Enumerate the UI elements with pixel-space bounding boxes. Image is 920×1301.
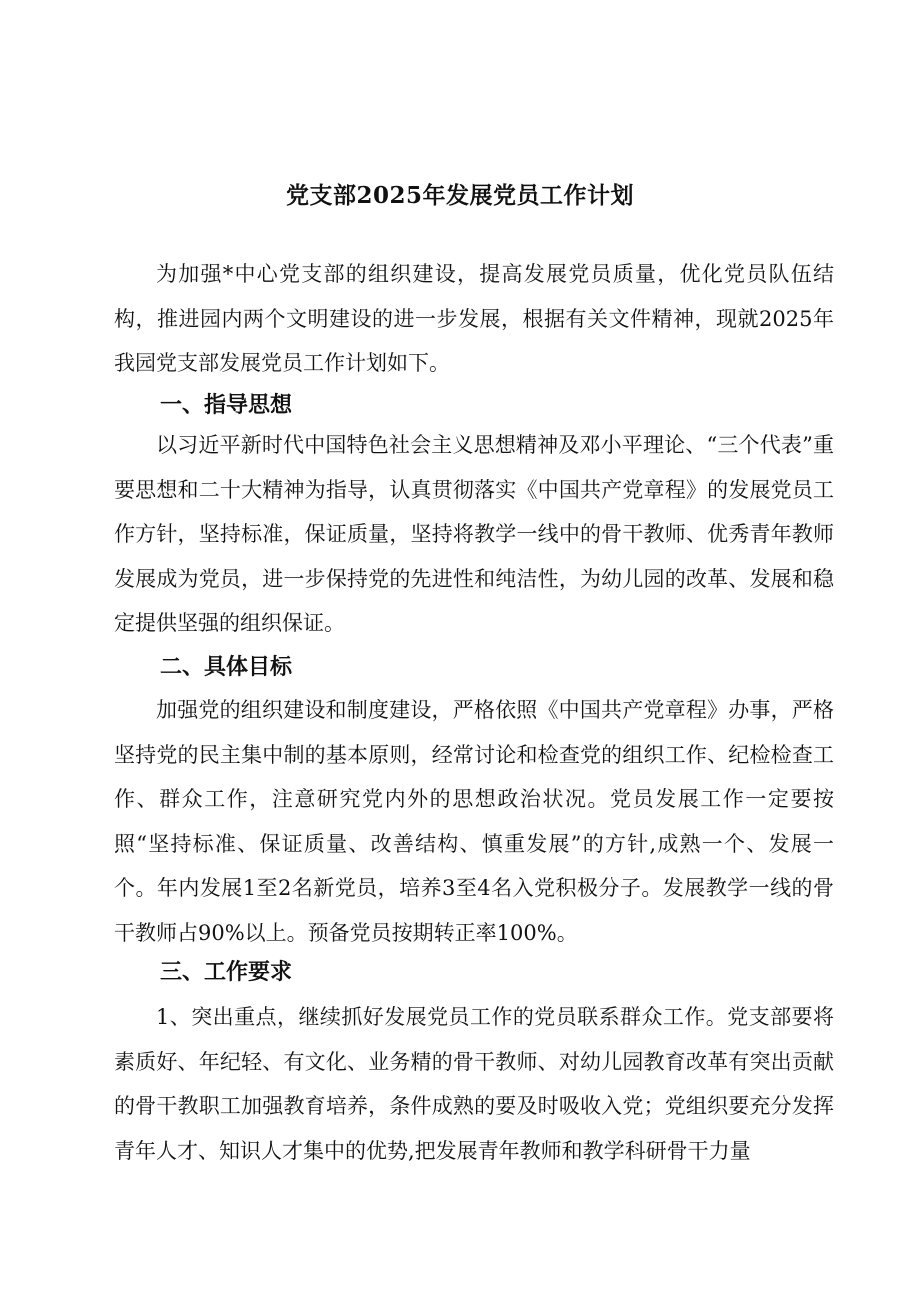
intro-paragraph: 为加强*中心党支部的组织建设，提高发展党员质量，优化党员队伍结构，推进园内两个文明建设的进一步发展，根据有关文件精神，现就2025年我园党支部发展党员工作计划如下。	[114, 262, 834, 375]
section-heading-guiding-ideology: 一、指导思想	[160, 393, 293, 418]
section-heading-specific-goals: 二、具体目标	[160, 655, 293, 680]
document-title: 党支部2025年发展党员工作计划	[285, 182, 634, 210]
section-heading-work-requirements: 三、工作要求	[160, 960, 293, 985]
section-body-guiding-ideology: 以习近平新时代中国特色社会主义思想精神及邓小平理论、“三个代表”重要思想和二十大精神为指导，认真贯彻落实《中国共产党章程》的发展党员工作方针，坚持标准，保证质量，坚持将教学一线中的骨干教师、优秀青年教师发展成为党员，进一步保持党的先进性和纯洁性，为幼儿园的改革、发展和稳定提供坚强的组织保证。	[114, 433, 834, 635]
section-body-work-requirements: 1、突出重点，继续抓好发展党员工作的党员联系群众工作。党支部要将素质好、年纪轻、有文化、业务精的骨干教师、对幼儿园教育改革有突出贡献的骨干教职工加强教育培养，条件成熟的要及时吸收入党；党组织要充分发挥青年人才、知识人才集中的优势,把发展青年教师和教学科研骨干力量	[114, 1005, 834, 1163]
section-body-specific-goals: 加强党的组织建设和制度建设，严格依照《中国共产党章程》办事，严格坚持党的民主集中制的基本原则，经常讨论和检查党的组织工作、纪检检查工作、群众工作，注意研究党内外的思想政治状况。党员发展工作一定要按照“坚持标准、保证质量、改善结构、慎重发展”的方针,成熟一个、发展一个。年内发展1至2名新党员，培养3至4名入党积极分子。发展教学一线的骨干教师占90%以上。预备党员按期转正率100%。	[114, 698, 834, 945]
